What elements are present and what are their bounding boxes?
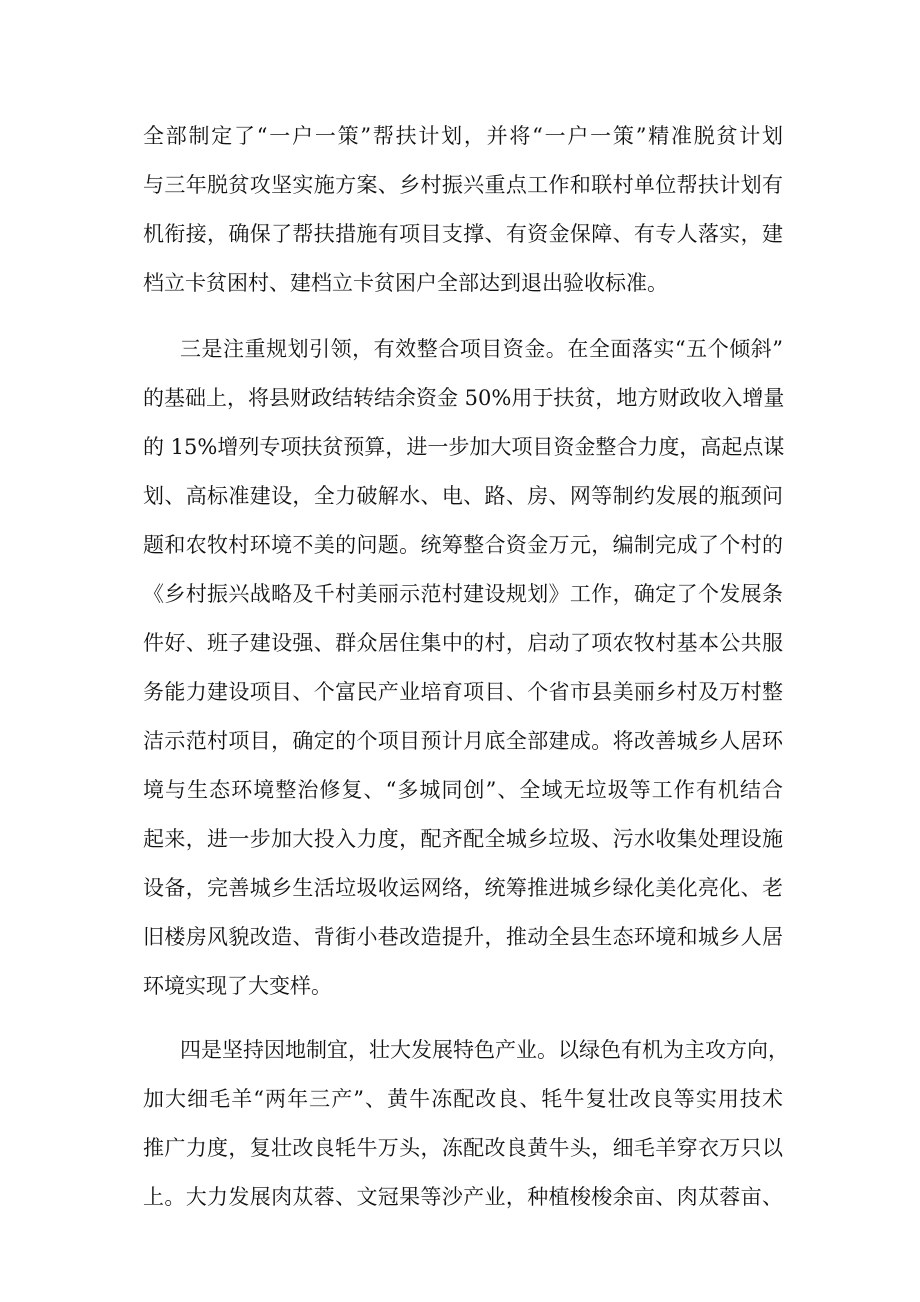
text-line: 全部制定了“一户一策”帮扶计划，并将“一户一策”精准脱贫计划 — [143, 124, 783, 148]
text-line: 四是坚持因地制宜，壮大发展特色产业。以绿色有机为主攻方向， — [180, 1038, 789, 1062]
text-line: 题和农牧村环境不美的问题。统筹整合资金万元，编制完成了个村的 — [143, 533, 783, 557]
text-line: 洁示范村项目，确定的个项目预计月底全部建成。将改善城乡人居环 — [143, 729, 783, 753]
text-line: 划、高标准建设，全力破解水、电、路、房、网等制约发展的瓶颈问 — [143, 484, 783, 508]
text-line: 档立卡贫困村、建档立卡贫困户全部达到退出验收标准。 — [143, 271, 668, 295]
text-line: 境与生态环境整治修复、“多城同创”、全域无垃圾等工作有机结合 — [143, 778, 783, 802]
paragraph-2 — [143, 325, 783, 1011]
text-line: 与三年脱贫攻坚实施方案、乡村振兴重点工作和联村单位帮扶计划有 — [143, 173, 783, 197]
text-line: 环境实现了大变样。 — [143, 974, 332, 998]
text-line: 设备，完善城乡生活垃圾收运网络，统筹推进城乡绿化美化亮化、老 — [143, 876, 783, 900]
text-line: 件好、班子建设强、群众居住集中的村，启动了项农牧村基本公共服 — [143, 631, 783, 655]
text-line: 推广力度，复壮改良牦牛万头，冻配改良黄牛头，细毛羊穿衣万只以 — [143, 1136, 783, 1160]
text-line: 的基础上，将县财政结转结余资金 50%用于扶贫，地方财政收入增量 — [143, 386, 785, 410]
text-line: 《乡村振兴战略及千村美丽示范村建设规划》工作，确定了个发展条 — [143, 582, 783, 606]
text-line: 上。大力发展肉苁蓉、文冠果等沙产业，种植梭梭余亩、肉苁蓉亩、 — [143, 1185, 783, 1209]
text-line: 的 15%增列专项扶贫预算，进一步加大项目资金整合力度，高起点谋 — [143, 435, 785, 459]
text-line: 起来，进一步加大投入力度，配齐配全城乡垃圾、污水收集处理设施 — [143, 827, 783, 851]
text-line: 三是注重规划引领，有效整合项目资金。在全面落实“五个倾斜” — [180, 337, 783, 361]
paragraph-3 — [143, 1026, 789, 1222]
text-line: 旧楼房风貌改造、背街小巷改造提升，推动全县生态环境和城乡人居 — [143, 925, 783, 949]
text-line: 机衔接，确保了帮扶措施有项目支撑、有资金保障、有专人落实，建 — [143, 222, 783, 246]
text-line: 务能力建设项目、个富民产业培育项目、个省市县美丽乡村及万村整 — [143, 680, 783, 704]
text-line: 加大细毛羊“两年三产”、黄牛冻配改良、牦牛复壮改良等实用技术 — [143, 1087, 783, 1111]
paragraph-1 — [143, 112, 783, 308]
